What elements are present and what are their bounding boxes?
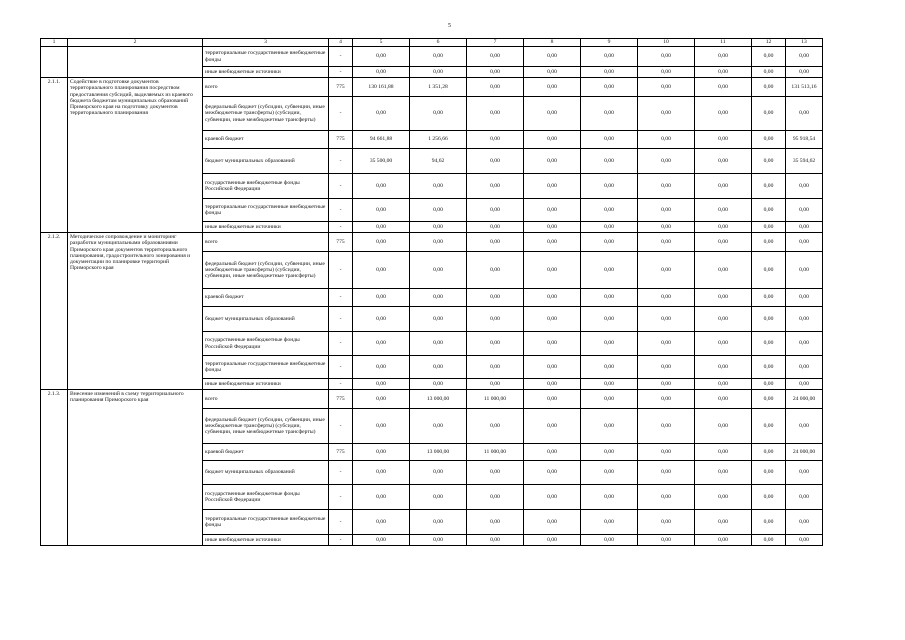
amount-cell: 0,00 [752,131,786,149]
amount-cell: 0,00 [752,174,786,199]
amount-cell: 0,00 [581,78,638,97]
amount-cell: 0,00 [638,174,695,199]
column-header: 2 [68,39,203,47]
amount-cell: 0,00 [410,233,467,252]
amount-cell: 24 000,00 [786,390,823,409]
table-row [41,390,823,409]
funding-source: всего [203,390,329,409]
item-number: 2.1.3. [41,390,68,546]
amount-cell: 0,00 [524,461,581,485]
amount-cell: 0,00 [353,510,410,535]
amount-cell: 0,00 [638,332,695,356]
amount-cell: 0,00 [467,78,524,97]
amount-cell: 0,00 [353,461,410,485]
column-header: 4 [329,39,353,47]
amount-cell: 0,00 [524,409,581,444]
amount-cell: 0,00 [410,252,467,289]
column-header: 6 [410,39,467,47]
amount-cell: 0,00 [410,409,467,444]
amount-cell: 35 594,62 [786,149,823,174]
amount-cell: 0,00 [752,485,786,510]
amount-cell: 0,00 [524,97,581,131]
amount-cell: 0,00 [467,289,524,307]
funding-source: федеральный бюджет (субсидии, субвенции, иные межбюджетные трансферты) (субсидии, субвенции, иные межбюджетные трансферты) [203,409,329,444]
admin-code: - [329,461,353,485]
amount-cell: 0,00 [695,97,752,131]
amount-cell: 0,00 [353,535,410,546]
amount-cell: 0,00 [524,379,581,390]
funding-source: территориальные государственные внебюджетные фонды [203,199,329,222]
funding-source: государственные внебюджетные фонды Российской Федерации [203,332,329,356]
amount-cell: 0,00 [353,409,410,444]
amount-cell: 0,00 [410,97,467,131]
amount-cell: 0,00 [786,379,823,390]
amount-cell: 0,00 [410,510,467,535]
column-header: 9 [581,39,638,47]
amount-cell: 0,00 [410,535,467,546]
amount-cell: 0,00 [353,199,410,222]
amount-cell: 0,00 [638,307,695,332]
amount-cell: 0,00 [638,289,695,307]
amount-cell: 0,00 [581,222,638,233]
amount-cell: 0,00 [581,332,638,356]
amount-cell: 0,00 [786,233,823,252]
amount-cell: 0,00 [786,510,823,535]
amount-cell: 0,00 [638,510,695,535]
amount-cell: 1 256,66 [410,131,467,149]
amount-cell: 0,00 [638,67,695,78]
amount-cell: 94,62 [410,149,467,174]
amount-cell: 0,00 [695,131,752,149]
amount-cell: 0,00 [524,535,581,546]
amount-cell: 131 513,16 [786,78,823,97]
amount-cell: 0,00 [581,409,638,444]
amount-cell: 0,00 [524,174,581,199]
funding-source: федеральный бюджет (субсидии, субвенции, иные межбюджетные трансферты) (субсидии, субвенции, иные межбюджетные трансферты) [203,252,329,289]
amount-cell: 0,00 [353,47,410,67]
funding-source: иные внебюджетные источники [203,67,329,78]
amount-cell: 0,00 [581,174,638,199]
amount-cell: 0,00 [752,461,786,485]
amount-cell: 0,00 [786,67,823,78]
amount-cell: 0,00 [752,222,786,233]
amount-cell: 0,00 [467,222,524,233]
admin-code: - [329,149,353,174]
amount-cell: 0,00 [410,461,467,485]
amount-cell: 13 000,00 [410,444,467,461]
amount-cell: 0,00 [524,149,581,174]
column-header: 13 [786,39,823,47]
amount-cell: 0,00 [467,47,524,67]
amount-cell: 0,00 [353,356,410,379]
item-number: 2.1.2. [41,233,68,390]
funding-source: всего [203,233,329,252]
amount-cell: 0,00 [752,444,786,461]
amount-cell: 0,00 [638,199,695,222]
amount-cell: 0,00 [524,444,581,461]
amount-cell: 0,00 [752,199,786,222]
amount-cell: 0,00 [695,444,752,461]
amount-cell: 0,00 [353,97,410,131]
admin-code: - [329,332,353,356]
amount-cell: 0,00 [695,332,752,356]
budget-table [40,38,823,546]
amount-cell: 0,00 [410,379,467,390]
amount-cell: 0,00 [638,97,695,131]
amount-cell: 0,00 [638,409,695,444]
amount-cell: 0,00 [581,131,638,149]
column-header: 1 [41,39,68,47]
column-header: 10 [638,39,695,47]
funding-source: территориальные государственные внебюджетные фонды [203,47,329,67]
amount-cell: 0,00 [638,131,695,149]
amount-cell: 0,00 [467,332,524,356]
item-name-cell [68,47,203,78]
amount-cell: 0,00 [695,379,752,390]
table-row [41,78,823,97]
admin-code: - [329,252,353,289]
amount-cell: 0,00 [695,222,752,233]
amount-cell: 0,00 [695,390,752,409]
amount-cell: 0,00 [410,356,467,379]
amount-cell: 0,00 [752,78,786,97]
amount-cell: 0,00 [467,461,524,485]
amount-cell: 0,00 [353,252,410,289]
amount-cell: 0,00 [467,97,524,131]
amount-cell: 0,00 [581,149,638,174]
amount-cell: 0,00 [410,332,467,356]
funding-source: иные внебюджетные источники [203,535,329,546]
amount-cell: 0,00 [581,97,638,131]
amount-cell: 0,00 [638,47,695,67]
amount-cell: 0,00 [752,67,786,78]
amount-cell: 0,00 [638,233,695,252]
amount-cell: 0,00 [786,535,823,546]
amount-cell: 0,00 [752,47,786,67]
amount-cell: 24 000,00 [786,444,823,461]
amount-cell: 0,00 [638,535,695,546]
funding-source: краевой бюджет [203,289,329,307]
amount-cell: 0,00 [524,510,581,535]
amount-cell: 0,00 [410,485,467,510]
amount-cell: 0,00 [638,444,695,461]
amount-cell: 0,00 [695,47,752,67]
amount-cell: 0,00 [638,252,695,289]
amount-cell: 0,00 [638,222,695,233]
amount-cell: 0,00 [638,78,695,97]
funding-source: бюджет муниципальных образований [203,307,329,332]
amount-cell: 0,00 [695,307,752,332]
amount-cell: 0,00 [353,485,410,510]
amount-cell: 95 918,54 [786,131,823,149]
amount-cell: 0,00 [752,149,786,174]
amount-cell: 0,00 [786,485,823,510]
amount-cell: 0,00 [786,356,823,379]
amount-cell: 0,00 [581,199,638,222]
amount-cell: 0,00 [581,379,638,390]
amount-cell: 0,00 [410,67,467,78]
item-number-cell [41,47,68,78]
amount-cell: 0,00 [638,461,695,485]
table-row [41,47,823,67]
amount-cell: 0,00 [695,485,752,510]
column-header: 3 [203,39,329,47]
amount-cell: 0,00 [524,307,581,332]
amount-cell: 0,00 [786,252,823,289]
admin-code: - [329,289,353,307]
funding-source: федеральный бюджет (субсидии, субвенции, иные межбюджетные трансферты) (субсидии, субвенции, иные межбюджетные трансферты) [203,97,329,131]
header-row [41,39,823,47]
amount-cell: 0,00 [752,409,786,444]
admin-code: 775 [329,444,353,461]
amount-cell: 94 661,88 [353,131,410,149]
amount-cell: 0,00 [467,252,524,289]
funding-source: краевой бюджет [203,444,329,461]
amount-cell: 0,00 [353,289,410,307]
amount-cell: 0,00 [786,97,823,131]
admin-code: - [329,485,353,510]
amount-cell: 0,00 [524,47,581,67]
admin-code: 775 [329,131,353,149]
amount-cell: 0,00 [524,356,581,379]
amount-cell: 130 161,88 [353,78,410,97]
amount-cell: 0,00 [467,356,524,379]
amount-cell: 0,00 [410,289,467,307]
amount-cell: 0,00 [524,233,581,252]
amount-cell: 0,00 [752,356,786,379]
amount-cell: 0,00 [581,233,638,252]
amount-cell: 0,00 [752,233,786,252]
amount-cell: 0,00 [581,535,638,546]
admin-code: 775 [329,78,353,97]
column-header: 11 [695,39,752,47]
amount-cell: 0,00 [353,390,410,409]
funding-source: иные внебюджетные источники [203,379,329,390]
amount-cell: 0,00 [786,289,823,307]
amount-cell: 0,00 [752,332,786,356]
amount-cell: 0,00 [786,47,823,67]
amount-cell: 0,00 [752,535,786,546]
amount-cell: 0,00 [467,174,524,199]
amount-cell: 0,00 [410,307,467,332]
amount-cell: 0,00 [752,307,786,332]
amount-cell: 0,00 [353,222,410,233]
amount-cell: 0,00 [467,535,524,546]
admin-code: - [329,67,353,78]
amount-cell: 0,00 [410,199,467,222]
amount-cell: 0,00 [581,510,638,535]
amount-cell: 0,00 [524,199,581,222]
funding-source: всего [203,78,329,97]
amount-cell: 0,00 [467,485,524,510]
amount-cell: 0,00 [786,174,823,199]
amount-cell: 0,00 [786,332,823,356]
amount-cell: 0,00 [467,379,524,390]
amount-cell: 0,00 [752,97,786,131]
amount-cell: 0,00 [695,149,752,174]
amount-cell: 35 500,00 [353,149,410,174]
amount-cell: 0,00 [524,332,581,356]
item-name: Содействие в подготовке документов территориального планирования посредством предоставления субсидий, выделяемых из краевого бюджета бюджетам муниципальных образований Приморского края на подготовку документов территориального планирования [68,78,203,233]
amount-cell: 0,00 [410,174,467,199]
amount-cell: 0,00 [467,510,524,535]
admin-code: - [329,379,353,390]
amount-cell: 0,00 [638,390,695,409]
amount-cell: 0,00 [524,67,581,78]
amount-cell: 0,00 [695,199,752,222]
amount-cell: 0,00 [353,233,410,252]
amount-cell: 0,00 [752,252,786,289]
amount-cell: 0,00 [752,379,786,390]
amount-cell: 0,00 [353,307,410,332]
amount-cell: 0,00 [524,252,581,289]
amount-cell: 11 000,00 [467,390,524,409]
amount-cell: 13 000,00 [410,390,467,409]
amount-cell: 0,00 [524,289,581,307]
admin-code: 775 [329,233,353,252]
amount-cell: 0,00 [695,289,752,307]
amount-cell: 0,00 [467,409,524,444]
amount-cell: 0,00 [638,485,695,510]
amount-cell: 0,00 [695,461,752,485]
amount-cell: 0,00 [695,78,752,97]
amount-cell: 0,00 [524,78,581,97]
amount-cell: 0,00 [695,252,752,289]
funding-source: государственные внебюджетные фонды Российской Федерации [203,485,329,510]
amount-cell: 0,00 [786,199,823,222]
amount-cell: 0,00 [786,461,823,485]
column-header: 8 [524,39,581,47]
amount-cell: 0,00 [581,485,638,510]
amount-cell: 0,00 [752,289,786,307]
amount-cell: 0,00 [786,307,823,332]
admin-code: - [329,356,353,379]
amount-cell: 0,00 [581,289,638,307]
amount-cell: 0,00 [695,510,752,535]
admin-code: - [329,47,353,67]
amount-cell: 0,00 [752,390,786,409]
amount-cell: 0,00 [410,47,467,67]
funding-source: бюджет муниципальных образований [203,149,329,174]
amount-cell: 11 000,00 [467,444,524,461]
amount-cell: 0,00 [786,409,823,444]
admin-code: - [329,409,353,444]
amount-cell: 0,00 [695,535,752,546]
item-name: Методическое сопровождение и мониторинг разработки муниципальными образованиями Приморского края документов территориального планирования, градостроительного зонирования и документации по планировке территорий Приморского края [68,233,203,390]
admin-code: - [329,222,353,233]
column-header: 5 [353,39,410,47]
amount-cell: 0,00 [581,356,638,379]
amount-cell: 0,00 [581,307,638,332]
amount-cell: 0,00 [524,485,581,510]
amount-cell: 0,00 [581,461,638,485]
amount-cell: 0,00 [695,67,752,78]
amount-cell: 0,00 [410,222,467,233]
amount-cell: 0,00 [581,252,638,289]
amount-cell: 0,00 [467,131,524,149]
amount-cell: 0,00 [695,233,752,252]
amount-cell: 0,00 [524,390,581,409]
table-body [41,47,823,546]
amount-cell: 0,00 [638,149,695,174]
admin-code: - [329,174,353,199]
amount-cell: 0,00 [752,510,786,535]
funding-source: иные внебюджетные источники [203,222,329,233]
admin-code: - [329,97,353,131]
funding-source: бюджет муниципальных образований [203,461,329,485]
amount-cell: 0,00 [353,174,410,199]
column-header: 7 [467,39,524,47]
admin-code: - [329,199,353,222]
amount-cell: 0,00 [467,307,524,332]
column-header: 12 [752,39,786,47]
amount-cell: 0,00 [524,131,581,149]
funding-source: территориальные государственные внебюджетные фонды [203,510,329,535]
amount-cell: 0,00 [353,444,410,461]
table-row [41,233,823,252]
funding-source: территориальные государственные внебюджетные фонды [203,356,329,379]
amount-cell: 0,00 [581,47,638,67]
amount-cell: 0,00 [638,356,695,379]
amount-cell: 0,00 [467,149,524,174]
amount-cell: 0,00 [695,174,752,199]
amount-cell: 0,00 [467,233,524,252]
admin-code: - [329,307,353,332]
amount-cell: 0,00 [695,409,752,444]
amount-cell: 0,00 [581,67,638,78]
amount-cell: 0,00 [695,356,752,379]
item-name: Внесение изменений в схему территориального планирования Приморского края [68,390,203,546]
amount-cell: 0,00 [581,390,638,409]
admin-code: 775 [329,390,353,409]
amount-cell: 0,00 [353,332,410,356]
item-number: 2.1.1. [41,78,68,233]
amount-cell: 0,00 [467,199,524,222]
page-number: 5 [448,23,451,29]
amount-cell: 1 351,28 [410,78,467,97]
amount-cell: 0,00 [524,222,581,233]
amount-cell: 0,00 [638,379,695,390]
admin-code: - [329,535,353,546]
amount-cell: 0,00 [786,222,823,233]
amount-cell: 0,00 [353,379,410,390]
amount-cell: 0,00 [467,67,524,78]
funding-source: государственные внебюджетные фонды Российской Федерации [203,174,329,199]
amount-cell: 0,00 [353,67,410,78]
admin-code: - [329,510,353,535]
amount-cell: 0,00 [581,444,638,461]
funding-source: краевой бюджет [203,131,329,149]
